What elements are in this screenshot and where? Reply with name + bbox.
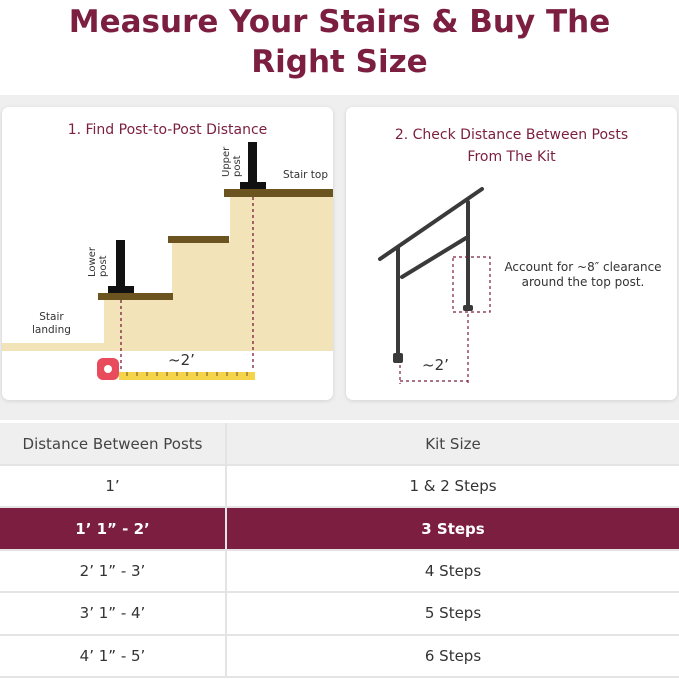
table-row <box>0 551 679 593</box>
table-row <box>0 593 679 635</box>
tread-lower <box>98 293 173 300</box>
distance-cell: 2’ 1” - 3’ <box>0 551 227 593</box>
kit-size-cell: 1 & 2 Steps <box>227 466 679 508</box>
panel-1-title: 1. Find Post-to-Post Distance <box>67 122 268 138</box>
header-distance: Distance Between Posts <box>0 423 227 466</box>
kit-distance-label: ~2’ <box>422 356 449 374</box>
size-table <box>0 423 679 678</box>
tread-top <box>224 189 333 197</box>
tread-middle <box>168 236 229 243</box>
table-header <box>0 423 679 466</box>
distance-cell: 1’ <box>0 466 227 508</box>
stair-landing-label: Stair landing <box>32 311 71 336</box>
stair-top-label: Stair top <box>283 169 328 181</box>
upper-post <box>240 142 266 189</box>
kit-size-cell: 4 Steps <box>227 551 679 593</box>
distance-cell: 4’ 1” - 5’ <box>0 636 227 678</box>
title-line-1: Measure Your Stairs & Buy The <box>68 4 611 40</box>
table-row <box>0 636 679 678</box>
table-row <box>0 466 679 508</box>
lower-post-label: Lower post <box>87 247 109 277</box>
kit-size-cell: 5 Steps <box>227 593 679 635</box>
title-line-2: Right Size <box>251 44 428 80</box>
post-distance-panel <box>2 107 333 400</box>
kit-distance-panel <box>346 107 677 400</box>
lower-post <box>108 240 134 293</box>
panel-2-title: 2. Check Distance Between Posts From The Kit <box>394 127 629 165</box>
distance-cell: 3’ 1” - 4’ <box>0 593 227 635</box>
table-row-highlighted <box>0 508 679 550</box>
clearance-note: Account for ~8″ clearance around the top post. <box>504 260 662 289</box>
header-kit-size: Kit Size <box>227 423 679 466</box>
upper-post-label: Upper post <box>221 146 243 177</box>
kit-size-cell: 3 Steps <box>227 508 679 550</box>
distance-cell: 1’ 1” - 2’ <box>0 508 227 550</box>
clearance-box <box>453 257 490 312</box>
distance-label: ~2’ <box>168 351 195 369</box>
kit-size-cell: 6 Steps <box>227 636 679 678</box>
page-title <box>0 2 679 82</box>
lower-rail <box>402 238 466 277</box>
